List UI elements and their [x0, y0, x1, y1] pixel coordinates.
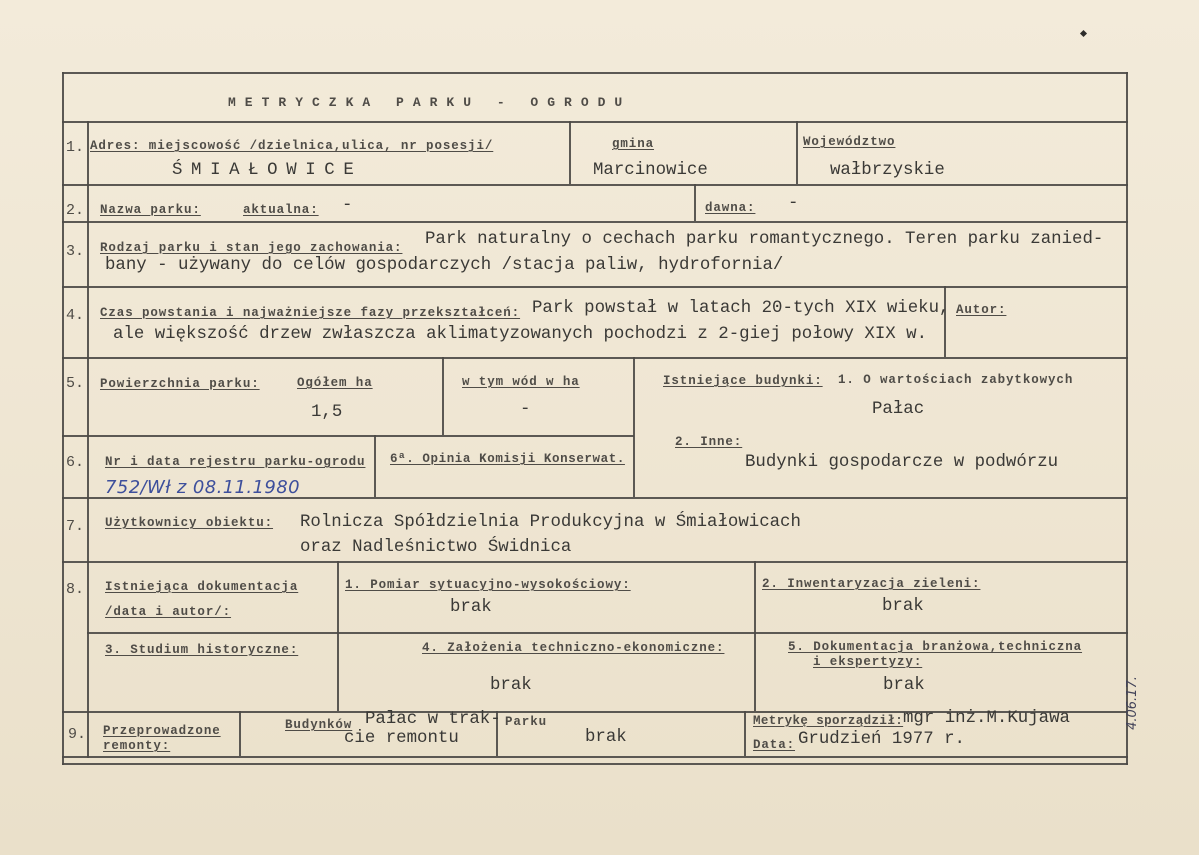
row-divider	[62, 121, 1128, 123]
corner-star-mark	[1080, 30, 1087, 37]
section-number: 7.	[66, 518, 85, 535]
historic-buildings-label: 1. O wartościach zabytkowych	[838, 373, 1074, 387]
buildings-renovation-line: cie remontu	[344, 729, 459, 748]
cell-divider	[374, 435, 376, 497]
current-name-value: -	[342, 196, 353, 215]
date-label: Data:	[753, 738, 796, 752]
former-name-label: dawna:	[705, 201, 756, 215]
cell-divider	[744, 711, 746, 756]
greenery-inventory-label: 2. Inwentaryzacja zieleni:	[762, 577, 981, 591]
park-renovation-label: Parku	[505, 715, 548, 729]
compiled-by-label: Metrykę sporządził:	[753, 714, 904, 728]
park-name-label: Nazwa parku:	[100, 203, 201, 217]
park-type-text-line: Park naturalny o cechach parku romantycznego. Teren parku zanied-	[425, 230, 1104, 249]
area-label: Powierzchnia parku:	[100, 377, 260, 391]
park-renovation-value: brak	[585, 728, 627, 747]
other-buildings-label: 2. Inne:	[675, 435, 743, 449]
row-divider	[62, 756, 1128, 758]
form-title: METRYCZKA PARKU - OGRODU	[228, 95, 632, 110]
history-text-line: ale większość drzew zwłaszcza aklimatyzowanych pochodzi z 2-giej połowy XIX w.	[113, 325, 928, 344]
current-name-label: aktualna:	[243, 203, 319, 217]
section-number: 9.	[68, 726, 87, 743]
history-label: Czas powstania i najważniejsze fazy przekształceń:	[100, 306, 521, 320]
frame-bottom-border	[62, 763, 1128, 765]
renovations-label: Przeprowadzone	[103, 724, 221, 738]
conservator-opinion-label: 6ª. Opinia Komisji Konserwat.	[390, 452, 625, 466]
row-divider	[62, 561, 1128, 563]
section-number: 1.	[66, 139, 85, 156]
buildings-renovation-label: Budynków	[285, 718, 353, 732]
industry-docs-label: i ekspertyzy:	[813, 655, 923, 669]
documentation-label: /data i autor/:	[105, 605, 232, 619]
historic-buildings-value: Pałac	[872, 400, 925, 419]
row-divider	[62, 221, 1128, 223]
row-divider	[62, 286, 1128, 288]
industry-docs-label: 5. Dokumentacja branżowa,techniczna	[788, 640, 1083, 654]
cell-divider	[633, 357, 635, 497]
tech-econ-value: brak	[490, 676, 532, 695]
number-column-divider	[87, 121, 89, 758]
buildings-renovation-line: Pałac w trak-	[365, 710, 501, 729]
industry-docs-value: brak	[883, 676, 925, 695]
commune-value: Marcinowice	[593, 161, 708, 180]
cell-divider	[796, 121, 798, 184]
cell-divider	[569, 121, 571, 184]
row-divider	[62, 357, 1128, 359]
section-number: 4.	[66, 307, 85, 324]
historical-study-label: 3. Studium historyczne:	[105, 643, 299, 657]
cell-divider	[337, 561, 339, 711]
section-number: 6.	[66, 454, 85, 471]
row-divider	[62, 435, 634, 437]
voivodeship-value: wałbrzyskie	[830, 161, 945, 180]
date-value: Grudzień 1977 r.	[798, 730, 965, 749]
water-area-value: -	[520, 400, 531, 419]
voivodeship-label: Województwo	[803, 135, 896, 149]
users-text-line: Rolnicza Spółdzielnia Produkcyjna w Śmiałowicach	[300, 513, 801, 532]
frame-right-border	[1126, 72, 1128, 765]
address-label: Adres: miejscowość /dzielnica,ulica, nr posesji/	[90, 139, 494, 153]
survey-value: brak	[450, 598, 492, 617]
total-area-value: 1,5	[311, 403, 343, 422]
compiled-by-value: mgr inż.M.Kujawa	[903, 709, 1070, 728]
park-type-text-line: bany - używany do celów gospodarczych /stacja paliw, hydrofornia/	[105, 256, 784, 275]
frame-left-border	[62, 72, 64, 765]
former-name-value: -	[788, 194, 799, 213]
tech-econ-label: 4. Założenia techniczno-ekonomiczne:	[422, 641, 725, 655]
section-number: 2.	[66, 202, 85, 219]
survey-label: 1. Pomiar sytuacyjno-wysokościowy:	[345, 578, 631, 592]
history-text-line: Park powstał w latach 20-tych XIX wieku,	[532, 299, 950, 318]
total-area-label: Ogółem ha	[297, 376, 373, 390]
frame-top-border	[62, 72, 1128, 74]
park-type-label: Rodzaj parku i stan jego zachowania:	[100, 241, 403, 255]
cell-divider	[754, 561, 756, 711]
commune-label: gmina	[612, 137, 655, 151]
row-divider	[62, 184, 1128, 186]
buildings-label: Istniejące budynki:	[663, 374, 823, 388]
section-number: 5.	[66, 375, 85, 392]
section-number: 3.	[66, 243, 85, 260]
other-buildings-value: Budynki gospodarcze w podwórzu	[745, 453, 1059, 472]
renovations-label: remonty:	[103, 739, 171, 753]
users-text-line: oraz Nadleśnictwo Świdnica	[300, 538, 572, 557]
registry-label: Nr i data rejestru parku-ogrodu	[105, 455, 366, 469]
documentation-label: Istniejąca dokumentacja	[105, 580, 299, 594]
greenery-inventory-value: brak	[882, 597, 924, 616]
water-area-label: w tym wód w ha	[462, 375, 580, 389]
cell-divider	[442, 357, 444, 435]
section-number: 8.	[66, 581, 85, 598]
registry-handwritten-value: 752/Wł z 08.11.1980	[105, 477, 300, 498]
cell-divider	[239, 711, 241, 756]
cell-divider	[944, 286, 946, 357]
row-divider	[87, 632, 1128, 634]
author-label: Autor:	[956, 303, 1007, 317]
cell-divider	[694, 184, 696, 221]
locality-value: ŚMIAŁOWICE	[172, 161, 363, 180]
margin-handwritten-note: 4.06.17.	[1125, 676, 1140, 730]
users-label: Użytkownicy obiektu:	[105, 516, 274, 530]
